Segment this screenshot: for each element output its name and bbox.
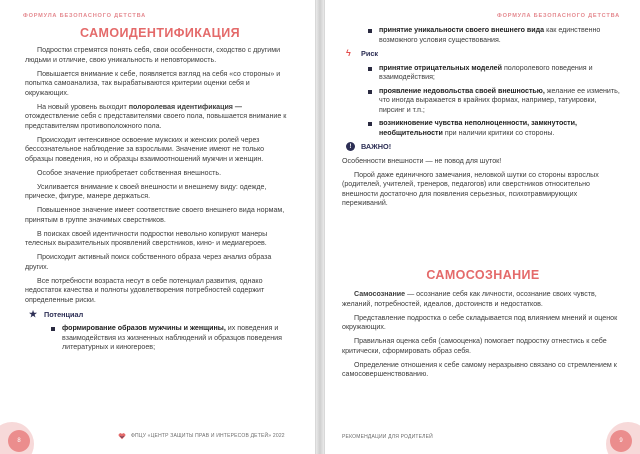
bullet-icon (368, 67, 372, 71)
paragraph: Все потребности возраста несут в себе потенциал развития, однако недостаток качества и полноты удовлетворения потребностей содержит определенные риски. (25, 276, 265, 304)
right-body-top (342, 26, 622, 213)
list-item: проявление недовольства своей внешностью, желание ее изменить, что иногда выражается в крайних формах, например, татуировки, пирсинг и т.п.; (342, 87, 622, 116)
paragraph: Особенности внешности — не повод для шуток! (342, 156, 502, 165)
risk-heading: ϟ Риск (346, 48, 379, 59)
paragraph: Особое значение приобретает собственная внешность. (37, 168, 222, 177)
potential-heading: ★ Потенциал (29, 308, 84, 319)
right-body-bottom (342, 290, 622, 384)
page-number: 9 (610, 430, 632, 452)
section-title-self-identification: САМОИДЕНТИФИКАЦИЯ (80, 26, 240, 40)
list-item: возникновение чувства неполноценности, замкнутости, необщительности при наличии критики со стороны. (342, 119, 622, 138)
important-heading: ! ВАЖНО! (346, 142, 622, 152)
section-title-self-awareness: САМОСОЗНАНИЕ (426, 268, 540, 282)
paragraph: Усиливается внимание к своей внешности и внешнему виду: одежде, прическе, фигуре, манере держаться. (25, 182, 267, 200)
footer: РЕКОМЕНДАЦИИ ДЛЯ РОДИТЕЛЕЙ (342, 434, 433, 440)
running-head: ФОРМУЛА БЕЗОПАСНОГО ДЕТСТВА (497, 13, 620, 19)
paragraph: Повышается внимание к себе, появляется взгляд на себя «со стороны» и попытка самоанализа, так вырабатываются критерии оценки себя и окружающих. (25, 69, 281, 97)
bullet-icon (368, 29, 372, 33)
list-item: принятие отрицательных моделей полоролевого поведения и взаимодействия; (342, 64, 622, 83)
list-item: формирование образов мужчины и женщины, их поведения и взаимодействия из жизненных наблюдений и образцов поведения литературных и киногероев; (25, 324, 293, 353)
paragraph: Повышенное значение имеет соответствие своего внешнего вида нормам, принятым в группе значимых сверстников. (25, 206, 285, 224)
left-page (0, 0, 316, 454)
paragraph-self-awareness: Самосознание — осознание себя как личности, осознание своих чувств, желаний, потребностей, идеалов, достоинств и недостатков. (342, 290, 597, 308)
page-number: 8 (8, 430, 30, 452)
exclamation-icon: ! (346, 142, 355, 151)
bullet-icon (368, 122, 372, 126)
right-page (324, 0, 640, 454)
list-item: принятие уникальности своего внешнего вида как единственно возможного условия существования. (342, 26, 622, 45)
page-number-badge (606, 422, 640, 454)
footer: ФПЦУ «ЦЕНТР ЗАЩИТЫ ПРАВ И ИНТЕРЕСОВ ДЕТЕЙ» 2022 (118, 432, 285, 440)
book-gutter (316, 0, 324, 454)
star-icon: ★ (29, 308, 38, 319)
paragraph: Определение отношения к себе самому неразрывно связано со стремлением к самосовершенствованию. (342, 360, 617, 378)
paragraph: Представление подростка о себе складывается под влиянием мнений и оценок окружающих. (342, 313, 618, 331)
paragraph-gender-identification: На новый уровень выходит полоролевая идентификация — отождествление себя с представителями своего пола, повышается внимание к представителям противоположного пола. (25, 102, 287, 130)
paragraph: Порой даже единичного замечания, неловкой шутки со стороны взрослых (родителей, учителей, тренеров, педагогов) или сверстников относительно внешности достаточно для появления серьезных, психотравмирующих переживаний. (342, 170, 599, 207)
running-head: ФОРМУЛА БЕЗОПАСНОГО ДЕТСТВА (23, 13, 146, 19)
paragraph: Происходит интенсивное освоение мужских и женских ролей через бессознательное наблюдение за взрослыми. Значение имеют не только образцы поведения, но и образцы взаимоотношений мужчин и женщин. (25, 135, 265, 163)
lightning-icon: ϟ (346, 48, 351, 59)
heart-logo-icon (118, 432, 126, 440)
paragraph: Правильная оценка себя (самооценка) помогает подростку отнестись к себе критически, сформировать образ себя. (342, 337, 607, 355)
bullet-icon (51, 327, 55, 331)
page-number-badge (0, 422, 34, 454)
paragraph: В поисках своей идентичности подростки невольно копируют манеры телесных выразительных проявлений сверстников, кино- и медиагероев. (25, 229, 268, 247)
left-body (25, 46, 293, 357)
paragraph: Подростки стремятся понять себя, свои особенности, сходство с другими людьми и отличие, свою уникальность и неповторимость. (25, 46, 281, 64)
paragraph: Происходит активный поиск собственного образа через анализ образа других. (25, 253, 272, 271)
bullet-icon (368, 90, 372, 94)
